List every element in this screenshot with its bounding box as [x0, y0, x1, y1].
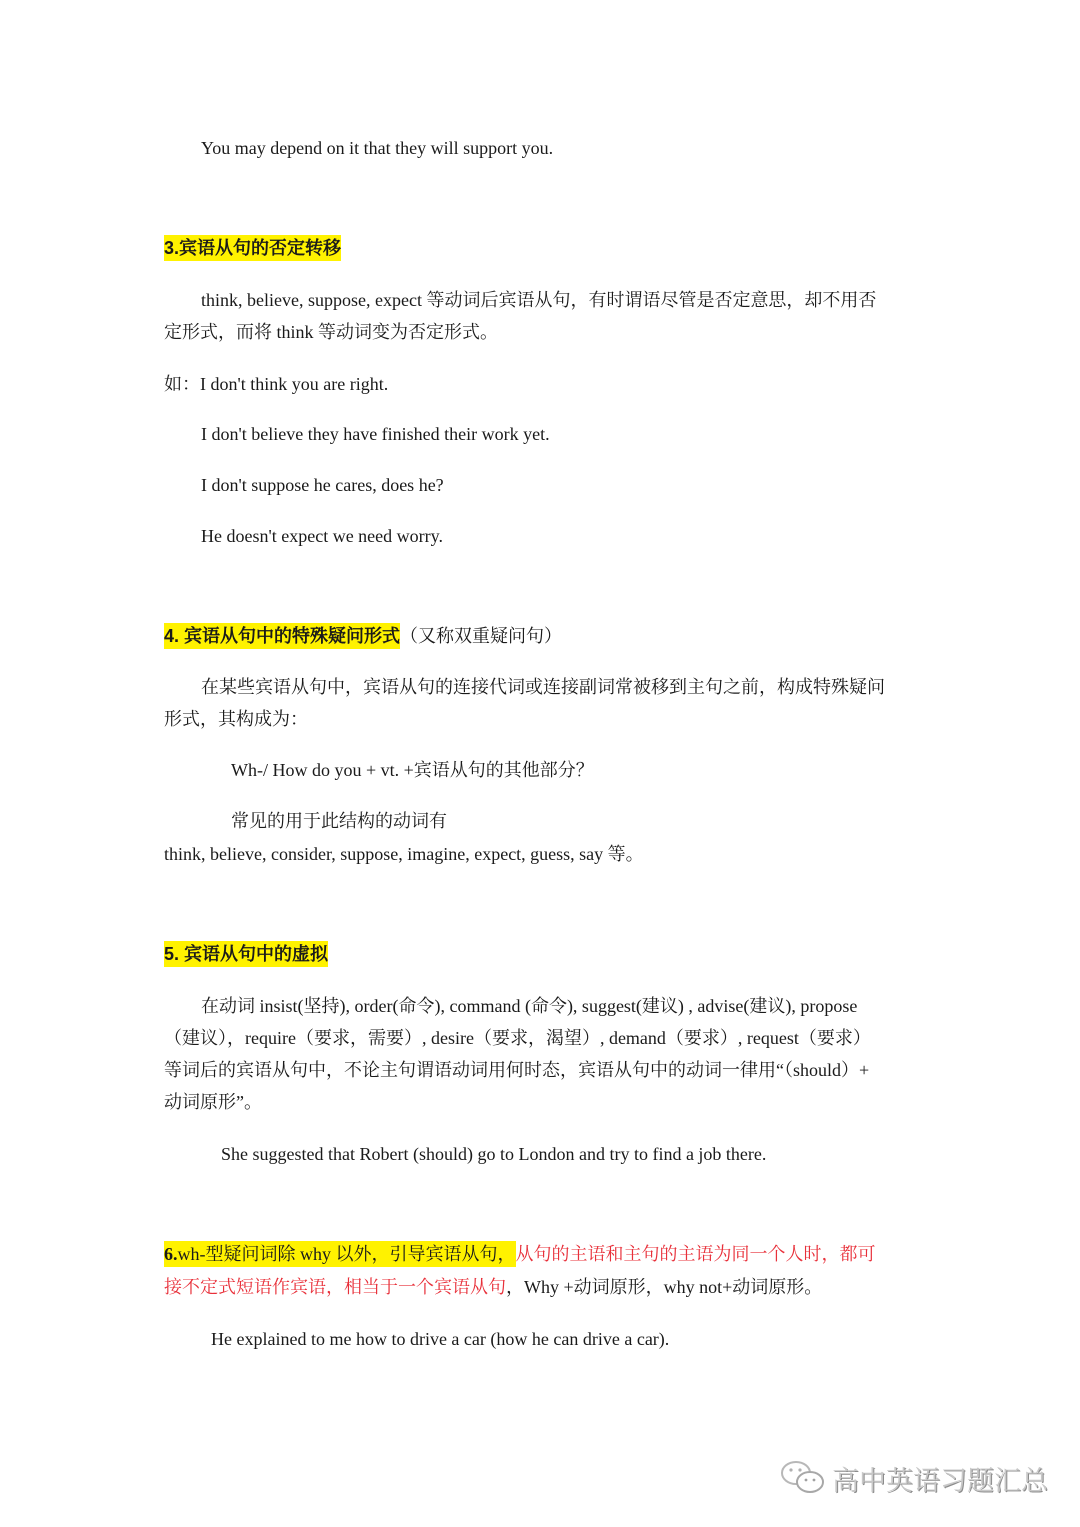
section-6-red-text-2: 接不定式短语作宾语，相当于一个宾语从句	[164, 1277, 506, 1297]
section-4-verbs-list: think, believe, consider, suppose, imagine, expect, guess, say 等。	[164, 844, 644, 864]
intro-example: You may depend on it that they will support you.	[201, 138, 554, 158]
section-3-example-1	[164, 372, 388, 396]
example-text: I don't think you are right.	[200, 374, 389, 394]
section-5-body-line-1: 在动词 insist(坚持), order(命令), command (命令), suggest(建议) , advise(建议), propose	[201, 996, 858, 1016]
section-5-body-line-2: （建议），require（要求，需要）, desire（要求，渴望）, demand（要求）, request（要求）	[164, 1028, 871, 1048]
watermark	[780, 1458, 1048, 1498]
section-5-heading-text: 5. 宾语从句中的虚拟	[164, 941, 328, 967]
section-3-heading	[164, 236, 341, 260]
section-4-verbs-intro: 常见的用于此结构的动词有	[231, 811, 447, 831]
section-4-body-line-1: 在某些宾语从句中，宾语从句的连接代词或连接副词常被移到主句之前，构成特殊疑问	[201, 677, 885, 697]
section-5-heading	[164, 942, 328, 966]
section-4-heading-text: 4. 宾语从句中的特殊疑问形式	[164, 623, 400, 649]
section-6-red-text-1: 从句的主语和主句的主语为同一个人时，都可	[515, 1244, 876, 1264]
section-4-body-line-2: 形式，其构成为：	[164, 709, 308, 729]
section-4-heading-note: （又称双重疑问句）	[400, 626, 563, 646]
section-6-line-2-tail: ，Why +动词原形，why not+动词原形。	[506, 1277, 823, 1297]
section-3-body-line-2: 定形式，而将 think 等动词变为否定形式。	[164, 322, 499, 342]
section-4-formula: Wh-/ How do you + vt. +宾语从句的其他部分？	[231, 760, 594, 780]
wechat-icon	[780, 1458, 826, 1498]
section-5-body-line-3: 等词后的宾语从句中，不论主句谓语动词用何时态，宾语从句中的动词一律用“（should）+	[164, 1060, 870, 1080]
section-6-heading-text: wh-型疑问词除 why 以外，引导宾语从句，	[177, 1244, 516, 1264]
section-6-number: 6.	[164, 1244, 178, 1264]
section-6-line-1	[164, 1242, 876, 1266]
section-3-body-line-1: think, believe, suppose, expect 等动词后宾语从句，有时谓语尽管是否定意思，却不用否	[201, 290, 877, 310]
watermark-text: 高中英语习题汇总	[832, 1465, 1048, 1497]
section-6-heading	[164, 1241, 516, 1267]
section-3-example-3: I don't suppose he cares, does he?	[201, 475, 444, 495]
section-3-example-4: He doesn't expect we need worry.	[201, 526, 443, 546]
section-6-line-2	[164, 1275, 822, 1299]
section-5-body-line-4: 动词原形”。	[164, 1092, 262, 1112]
section-3-heading-text: 3.宾语从句的否定转移	[164, 235, 341, 261]
section-3-example-2: I don't believe they have finished their work yet.	[201, 424, 550, 444]
section-4-heading	[164, 624, 562, 648]
section-5-example: She suggested that Robert (should) go to London and try to find a job there.	[221, 1144, 767, 1164]
example-prefix: 如：	[164, 374, 200, 394]
section-6-example: He explained to me how to drive a car (how he can drive a car).	[211, 1329, 670, 1349]
